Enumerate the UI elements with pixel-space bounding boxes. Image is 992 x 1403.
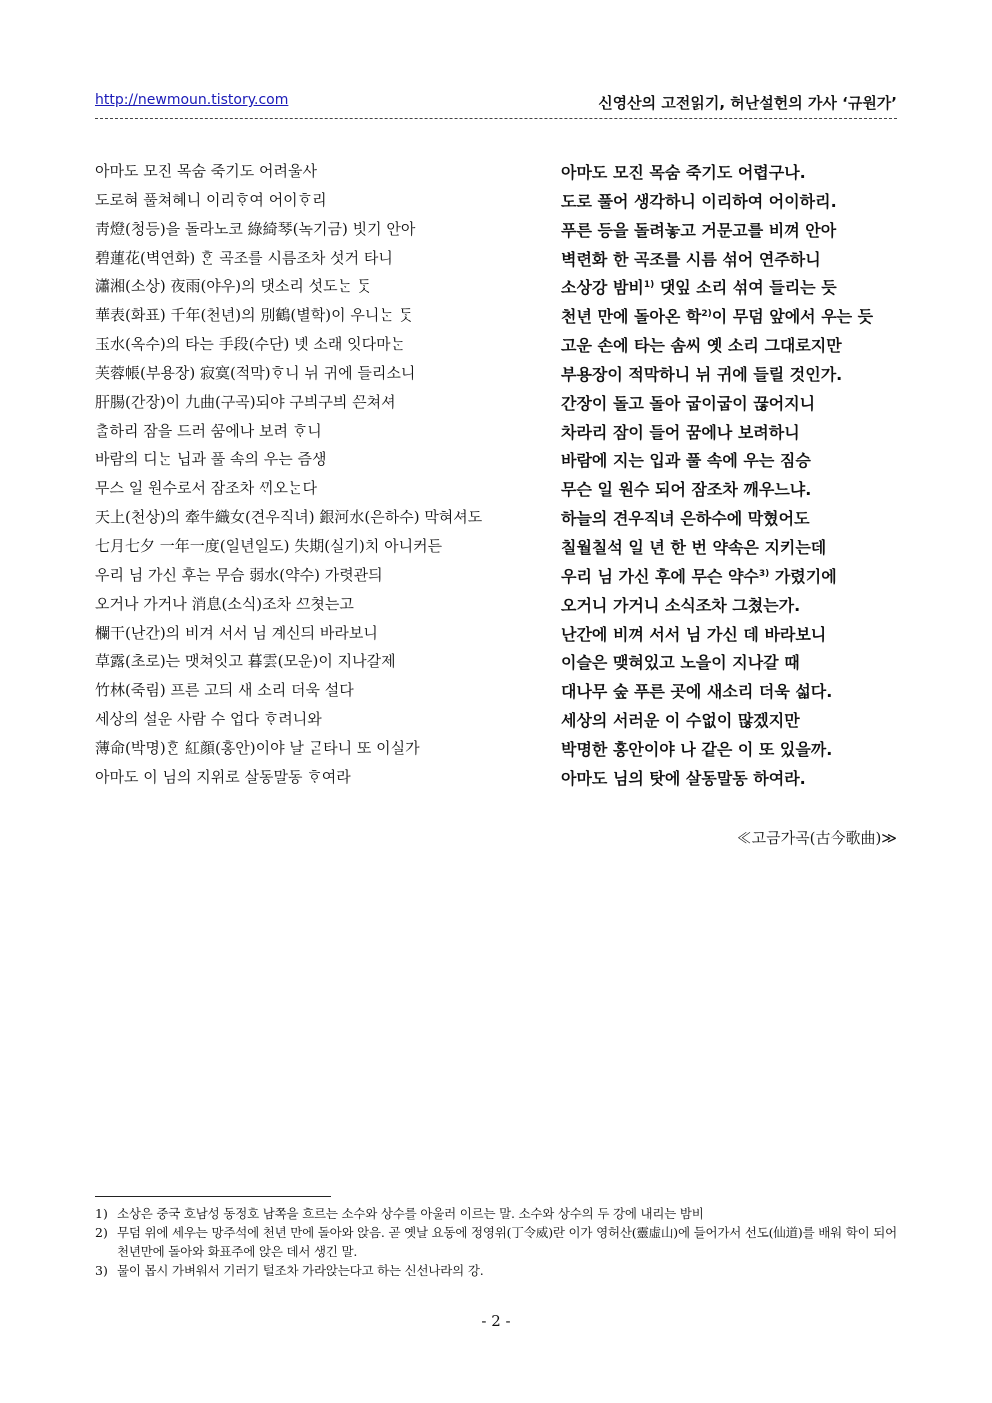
footnote-item: [95, 1223, 900, 1261]
translation-text: 하늘의 견우직녀 은하수에 막혔어도: [561, 509, 810, 529]
poem-row: [95, 448, 897, 477]
translation-text: 차라리 잠이 들어 꿈에나 보려하니: [561, 422, 800, 442]
translation-text: 칠월칠석 일 년 한 번 약속은 지키는데: [561, 537, 827, 557]
poem-row: [95, 420, 897, 449]
translation-text: 박명한 홍안이야 나 같은 이 또 있을까.: [561, 739, 833, 759]
translation-text-continued: 이 무덤 앞에서 우는 듯: [711, 307, 874, 327]
document-title: 신영산의 고전읽기, 허난설헌의 가사 ‘규원가’: [598, 94, 897, 112]
page-number: - 2 -: [481, 1312, 511, 1330]
poem-row: [95, 766, 897, 795]
original-verse-line: 바람의 디ᄂᆞᆫ 닙과 풀 속의 우는 즘생: [95, 450, 327, 469]
original-verse-line: ᄎᆞᆯ하리 잠을 드러 ᄭᅮᆷ에나 보려 ᄒᆞ니: [95, 421, 322, 440]
poem-row: [95, 506, 897, 535]
poem-row: [95, 333, 897, 362]
modern-translation-line: [561, 708, 906, 731]
modern-translation-line: [561, 420, 906, 443]
original-verse-line: 아마도 이 님의 지위로 살동말동 ᄒᆞ여라: [95, 767, 351, 786]
original-verse-line: 華表(화표) 千年(천년)의 別鶴(별학)이 우니ᄂᆞᆫ ᄃᆞᆺ: [95, 306, 414, 325]
modern-translation-line: [561, 362, 906, 385]
footnote-reference[interactable]: 2): [701, 309, 712, 320]
translation-text: 도로 풀어 생각하니 이리하여 어이하리.: [561, 191, 837, 211]
modern-translation-line: [561, 766, 906, 789]
footnote-number: 2): [95, 1225, 108, 1240]
poem-row: [95, 477, 897, 506]
original-verse-line: 무스 일 원수로서 잠조차 ᄭᆡ오ᄂᆞᆫ다: [95, 479, 317, 498]
footnotes: [95, 1204, 900, 1280]
modern-translation-line: [561, 333, 906, 356]
footnote-reference[interactable]: 3): [758, 568, 770, 579]
translation-text: 벽련화 한 곡조를 시름 섞어 연주하니: [561, 249, 821, 269]
translation-text: 간장이 돌고 돌아 굽이굽이 끊어지니: [561, 393, 816, 413]
poem-row: [95, 362, 897, 391]
original-verse-line: 세상의 설운 사람 수 업다 ᄒᆞ려니와: [95, 710, 322, 729]
translation-text: 이슬은 맺혀있고 노을이 지나갈 때: [561, 653, 800, 673]
modern-translation-line: [561, 304, 906, 327]
poem-row: [95, 189, 897, 218]
modern-translation-line: [561, 275, 906, 298]
translation-text: 대나무 숲 푸른 곳에 새소리 더욱 섧다.: [561, 682, 833, 702]
footnote-number: 1): [95, 1206, 108, 1221]
poem-row: [95, 564, 897, 593]
modern-translation-line: [561, 189, 906, 212]
header-divider: [95, 118, 897, 119]
translation-text: 푸른 등을 돌려놓고 거문고를 비껴 안아: [561, 220, 837, 240]
poem-row: [95, 737, 897, 766]
modern-translation-line: [561, 650, 906, 673]
translation-text: 오거니 가거니 소식조차 그쳤는가.: [561, 595, 801, 615]
poem-row: [95, 708, 897, 737]
poem-row: [95, 160, 897, 189]
original-verse-line: 草露(초로)는 맷쳐잇고 暮雲(모운)이 지나갈제: [95, 652, 396, 671]
original-verse-line: 도로혀 풀쳐혜니 이리ᄒᆞ여 어이ᄒᆞ리: [95, 190, 327, 209]
footnote-text: 무덤 위에 세우는 망주석에 천년 만에 돌아와 앉음. 곧 옛날 요동에 정영위(丁令威)란 이가 영허산(靈虛山)에 들어가서 선도(仙道)를 배워 학이 되어 천년만에 돌아와 화표주에 앉은 데서 생긴 말.: [117, 1225, 898, 1259]
translation-text: 우리 님 가신 후에 무슨 약수: [561, 566, 759, 586]
modern-translation-line: [561, 160, 906, 183]
translation-text-continued: 댓잎 소리 섞여 들리는 듯: [654, 278, 837, 298]
original-verse-line: 碧蓮花(벽연화) ᄒᆞᆫ 곡조를 시름조차 섯거 타니: [95, 248, 393, 267]
original-verse-line: 芙蓉帳(부용장) 寂寞(적막)ᄒᆞ니 뉘 귀에 들리소니: [95, 363, 416, 382]
original-verse-line: 欄干(난간)의 비겨 서서 님 계신듸 바라보니: [95, 623, 378, 642]
poem-row: [95, 593, 897, 622]
original-verse-line: 우리 님 가신 후는 무슴 弱水(약수) 가렷관듸: [95, 565, 383, 584]
footnote-number: 3): [95, 1263, 108, 1278]
modern-translation-line: [561, 737, 906, 760]
footnote-text: 소상은 중국 호남성 동정호 남쪽을 흐르는 소수와 상수를 아울러 이르는 말. 소수와 상수의 두 강에 내리는 밤비: [117, 1206, 704, 1221]
original-verse-line: 玉水(옥수)의 타는 手段(수단) 녯 소래 잇다마ᄂᆞᆫ: [95, 335, 406, 354]
modern-translation-line: [561, 247, 906, 270]
poem-row: [95, 218, 897, 247]
original-verse-line: 肝腸(간장)이 九曲(구곡)되야 구븨구븨 ᄭᅳᆫ쳐셔: [95, 392, 396, 411]
original-verse-line: 七月七夕 一年一度(일년일도) 失期(실기)치 아니커든: [95, 536, 443, 555]
original-verse-line: 오거나 가거나 消息(소식)조차 ᄭᅳ쳣는고: [95, 594, 354, 613]
translation-text: 소상강 밤비: [561, 278, 644, 298]
poem-row: [95, 391, 897, 420]
translation-text: 난간에 비껴 서서 님 가신 데 바라보니: [561, 624, 827, 644]
translation-text: 바람에 지는 입과 풀 속에 우는 짐승: [561, 451, 811, 471]
modern-translation-line: [561, 535, 906, 558]
poem-row: [95, 679, 897, 708]
modern-translation-line: [561, 564, 906, 587]
translation-text: 천년 만에 돌아온 학: [561, 307, 702, 327]
translation-text-continued: 가렸기에: [769, 566, 837, 586]
translation-text: 무슨 일 원수 되어 잠조차 깨우느냐.: [561, 480, 812, 500]
poem-row: [95, 247, 897, 276]
footnote-divider: [95, 1196, 331, 1197]
original-verse-line: 靑燈(청등)을 돌라노코 綠綺琴(녹기금) 빗기 안아: [95, 219, 416, 238]
poem-row: [95, 622, 897, 651]
modern-translation-line: [561, 448, 906, 471]
page-header: [95, 92, 897, 114]
modern-translation-line: [561, 391, 906, 414]
modern-translation-line: [561, 477, 906, 500]
footnote-item: [95, 1204, 900, 1223]
modern-translation-line: [561, 593, 906, 616]
source-citation: ≪고금가곡(古今歌曲)≫: [736, 829, 897, 847]
poem-row: [95, 304, 897, 333]
poem-body: [95, 160, 897, 795]
modern-translation-line: [561, 218, 906, 241]
footnote-text: 물이 몹시 가벼워서 기러기 털조차 가라앉는다고 하는 신선나라의 강.: [117, 1263, 484, 1278]
poem-row: [95, 535, 897, 564]
translation-text: 고운 손에 타는 솜씨 옛 소리 그대로지만: [561, 336, 842, 356]
original-verse-line: 薄命(박명)ᄒᆞᆫ 紅顔(홍안)이야 날 ᄀᆞᆮ타니 또 이실가: [95, 738, 420, 757]
original-verse-line: 아마도 모진 목숨 죽기도 어려울사: [95, 162, 317, 180]
translation-text: 아마도 모진 목숨 죽기도 어렵구나.: [561, 163, 806, 182]
translation-text: 부용장이 적막하니 뉘 귀에 들릴 것인가.: [561, 364, 843, 384]
poem-row: [95, 650, 897, 679]
modern-translation-line: [561, 506, 906, 529]
original-verse-line: 瀟湘(소상) 夜雨(야우)의 댓소리 섯도ᄂᆞᆫ ᄃᆞᆺ: [95, 277, 372, 296]
original-verse-line: 天上(천상)의 牽牛織女(견우직녀) 銀河水(은하수) 막혀셔도: [95, 508, 483, 527]
modern-translation-line: [561, 679, 906, 702]
blog-url-link[interactable]: http://newmoun.tistory.com: [95, 92, 289, 108]
translation-text: 세상의 서러운 이 수없이 많겠지만: [561, 711, 800, 731]
translation-text: 아마도 님의 탓에 살동말동 하여라.: [561, 768, 806, 788]
modern-translation-line: [561, 622, 906, 645]
footnote-item: [95, 1261, 900, 1280]
original-verse-line: 竹林(죽림) 프른 고듸 새 소리 더욱 설다: [95, 681, 354, 700]
poem-row: [95, 275, 897, 304]
footnote-reference[interactable]: 1): [643, 280, 655, 291]
